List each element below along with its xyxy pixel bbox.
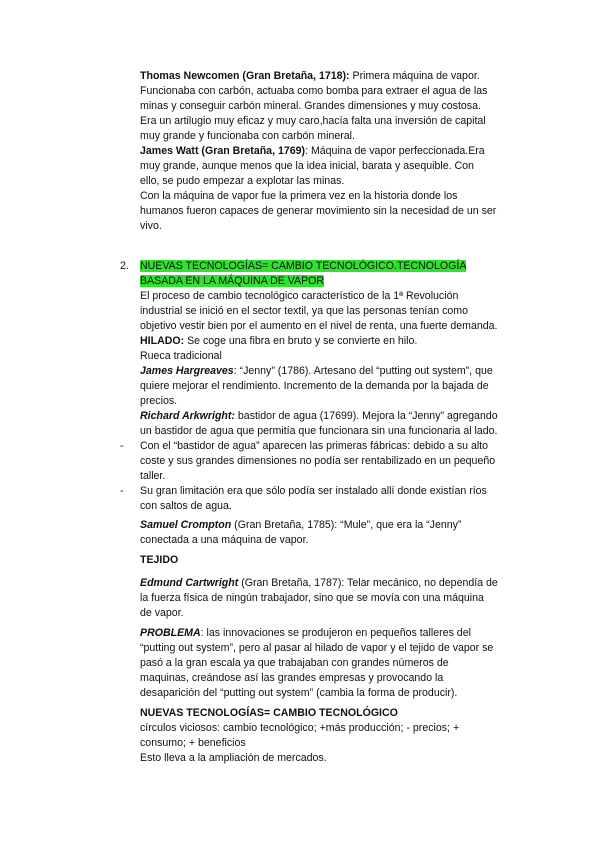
newcomen-line-1 [140,69,480,84]
newcomen-line-2: Funcionaba con carbón, actuaba como bomba para extraer el agua de las [140,85,488,97]
problema-line-2: “putting out system”, pero al pasar al hilado de vapor y el tejido de vapor se [140,642,494,654]
crompton-line-2: conectada a una máquina de vapor. [140,534,309,546]
section-title-line-2 [140,274,324,289]
section-para-1: El proceso de cambio tecnológico característico de la 1ª Revolución [140,290,459,302]
problema-line-1 [140,626,471,641]
section-para-2: industrial se inició en el sector textil, ya que las personas tenían como [140,305,468,317]
arkwright-line-1 [140,409,498,424]
crompton-name: Samuel Crompton [140,519,232,531]
watt-line-4: Con la máquina de vapor fue la primera vez en la historia donde los [140,190,458,202]
bullet-1-line-3: taller. [140,470,166,482]
section-title-line-1 [140,259,466,274]
section-title-2: BASADA EN LA MÁQUINA DE VAPOR [140,275,325,287]
newcomen-line-3: minas y conseguir carbón mineral. Grandes dimensiones y muy costosa. [140,100,481,112]
arkwright-line-2: un bastidor de agua que permitía que funcionara sin una funcionaria al lado. [140,425,498,437]
watt-name: James Watt (Gran Bretaña, 1769) [140,145,306,157]
problema-label: PROBLEMA [140,627,201,639]
watt-text-1: : Máquina de vapor perfeccionada.Era [305,145,485,157]
hargreaves-text-1: : “Jenny” (1786). Artesano del “putting out system”, que [233,365,493,377]
cartwright-line-3: de vapor. [140,607,184,619]
tejido-heading: TEJIDO [140,554,179,566]
crompton-line-1 [140,518,461,533]
hilado-line [140,334,417,349]
cartwright-line-1 [140,576,498,591]
section-para-3: objetivo vestir bien por el aumento en el nivel de renta, una fuerte demanda. [140,320,498,332]
section-number: 2. [120,260,129,272]
hargreaves-line-3: precios. [140,395,178,407]
problema-line-5: desaparición del “putting out system” (cambia la forma de producir). [140,687,458,699]
bullet-dash-1: - [120,440,124,452]
bullet-1-line-1: Con el “bastidor de agua” aparecen las primeras fábricas: debido a su alto [140,440,489,452]
cartwright-text-1: (Gran Bretaña, 1787): Telar mecánico, no dependía de [238,577,498,589]
hilado-label: HILADO: [140,335,185,347]
final-line-3: Esto lleva a la ampliación de mercados. [140,752,327,764]
newcomen-name: Thomas Newcomen (Gran Bretaña, 1718): [140,70,350,82]
arkwright-name: Richard Arkwright: [140,410,235,422]
watt-line-6: vivo. [140,220,162,232]
problema-text-1: : las innovaciones se produjeron en pequeños talleres del [200,627,471,639]
cartwright-name: Edmund Cartwright [140,577,239,589]
bullet-2-line-1: Su gran limitación era que sólo podía ser instalado allí donde existían ríos [140,485,487,497]
rueca-line: Rueca tradicional [140,350,222,362]
hargreaves-line-1 [140,364,493,379]
final-line-2: consumo; + beneficios [140,737,246,749]
hargreaves-name: James Hargreaves [140,365,234,377]
watt-line-3: ello, se pudo empezar a explotar las minas. [140,175,345,187]
hilado-text: Se coge una fibra en bruto y se convierte en hilo. [184,335,418,347]
watt-line-5: humanos fueron capaces de generar movimiento sin la necesidad de un ser [140,205,497,217]
problema-line-3: pasó a la gran escala ya que trabajaban con grandes números de [140,657,449,669]
bullet-2-line-2: con saltos de agua. [140,500,232,512]
newcomen-line-5: muy grande y funcionaba con carbón mineral. [140,130,355,142]
newcomen-text-1: Primera máquina de vapor. [349,70,480,82]
final-heading: NUEVAS TECNOLOGÍAS= CAMBIO TECNOLÓGICO [140,707,398,719]
cartwright-line-2: la fuerza física de ningún trabajador, sino que se movía con una máquina [140,592,484,604]
arkwright-text-1: bastidor de agua (17699). Mejora la “Jenny” agregando [234,410,498,422]
watt-line-2: muy grande, aunque menos que la idea inicial, barata y asequible. Con [140,160,474,172]
crompton-text-1: (Gran Bretaña, 1785): “Mule”, que era la “Jenny” [231,519,462,531]
bullet-1-line-2: coste y sus grandes dimensiones no podía ser rentabilizado en un pequeño [140,455,496,467]
newcomen-line-4: Era un artilugio muy eficaz y muy caro,hacía falta una inversión de capital [140,115,486,127]
watt-line-1 [140,144,485,159]
final-line-1: círculos viciosos: cambio tecnológico; +más producción; - precios; + [140,722,460,734]
hargreaves-line-2: quiere mejorar el rendimiento. Incremento de la demanda por la bajada de [140,380,489,392]
section-title-1: NUEVAS TECNOLOGÍAS= CAMBIO TECNOLÓGICO.TECNOLOGÍA [140,260,467,272]
problema-line-4: maquinas, creándose así las grandes empresas y provocando la [140,672,444,684]
bullet-dash-2: - [120,485,124,497]
